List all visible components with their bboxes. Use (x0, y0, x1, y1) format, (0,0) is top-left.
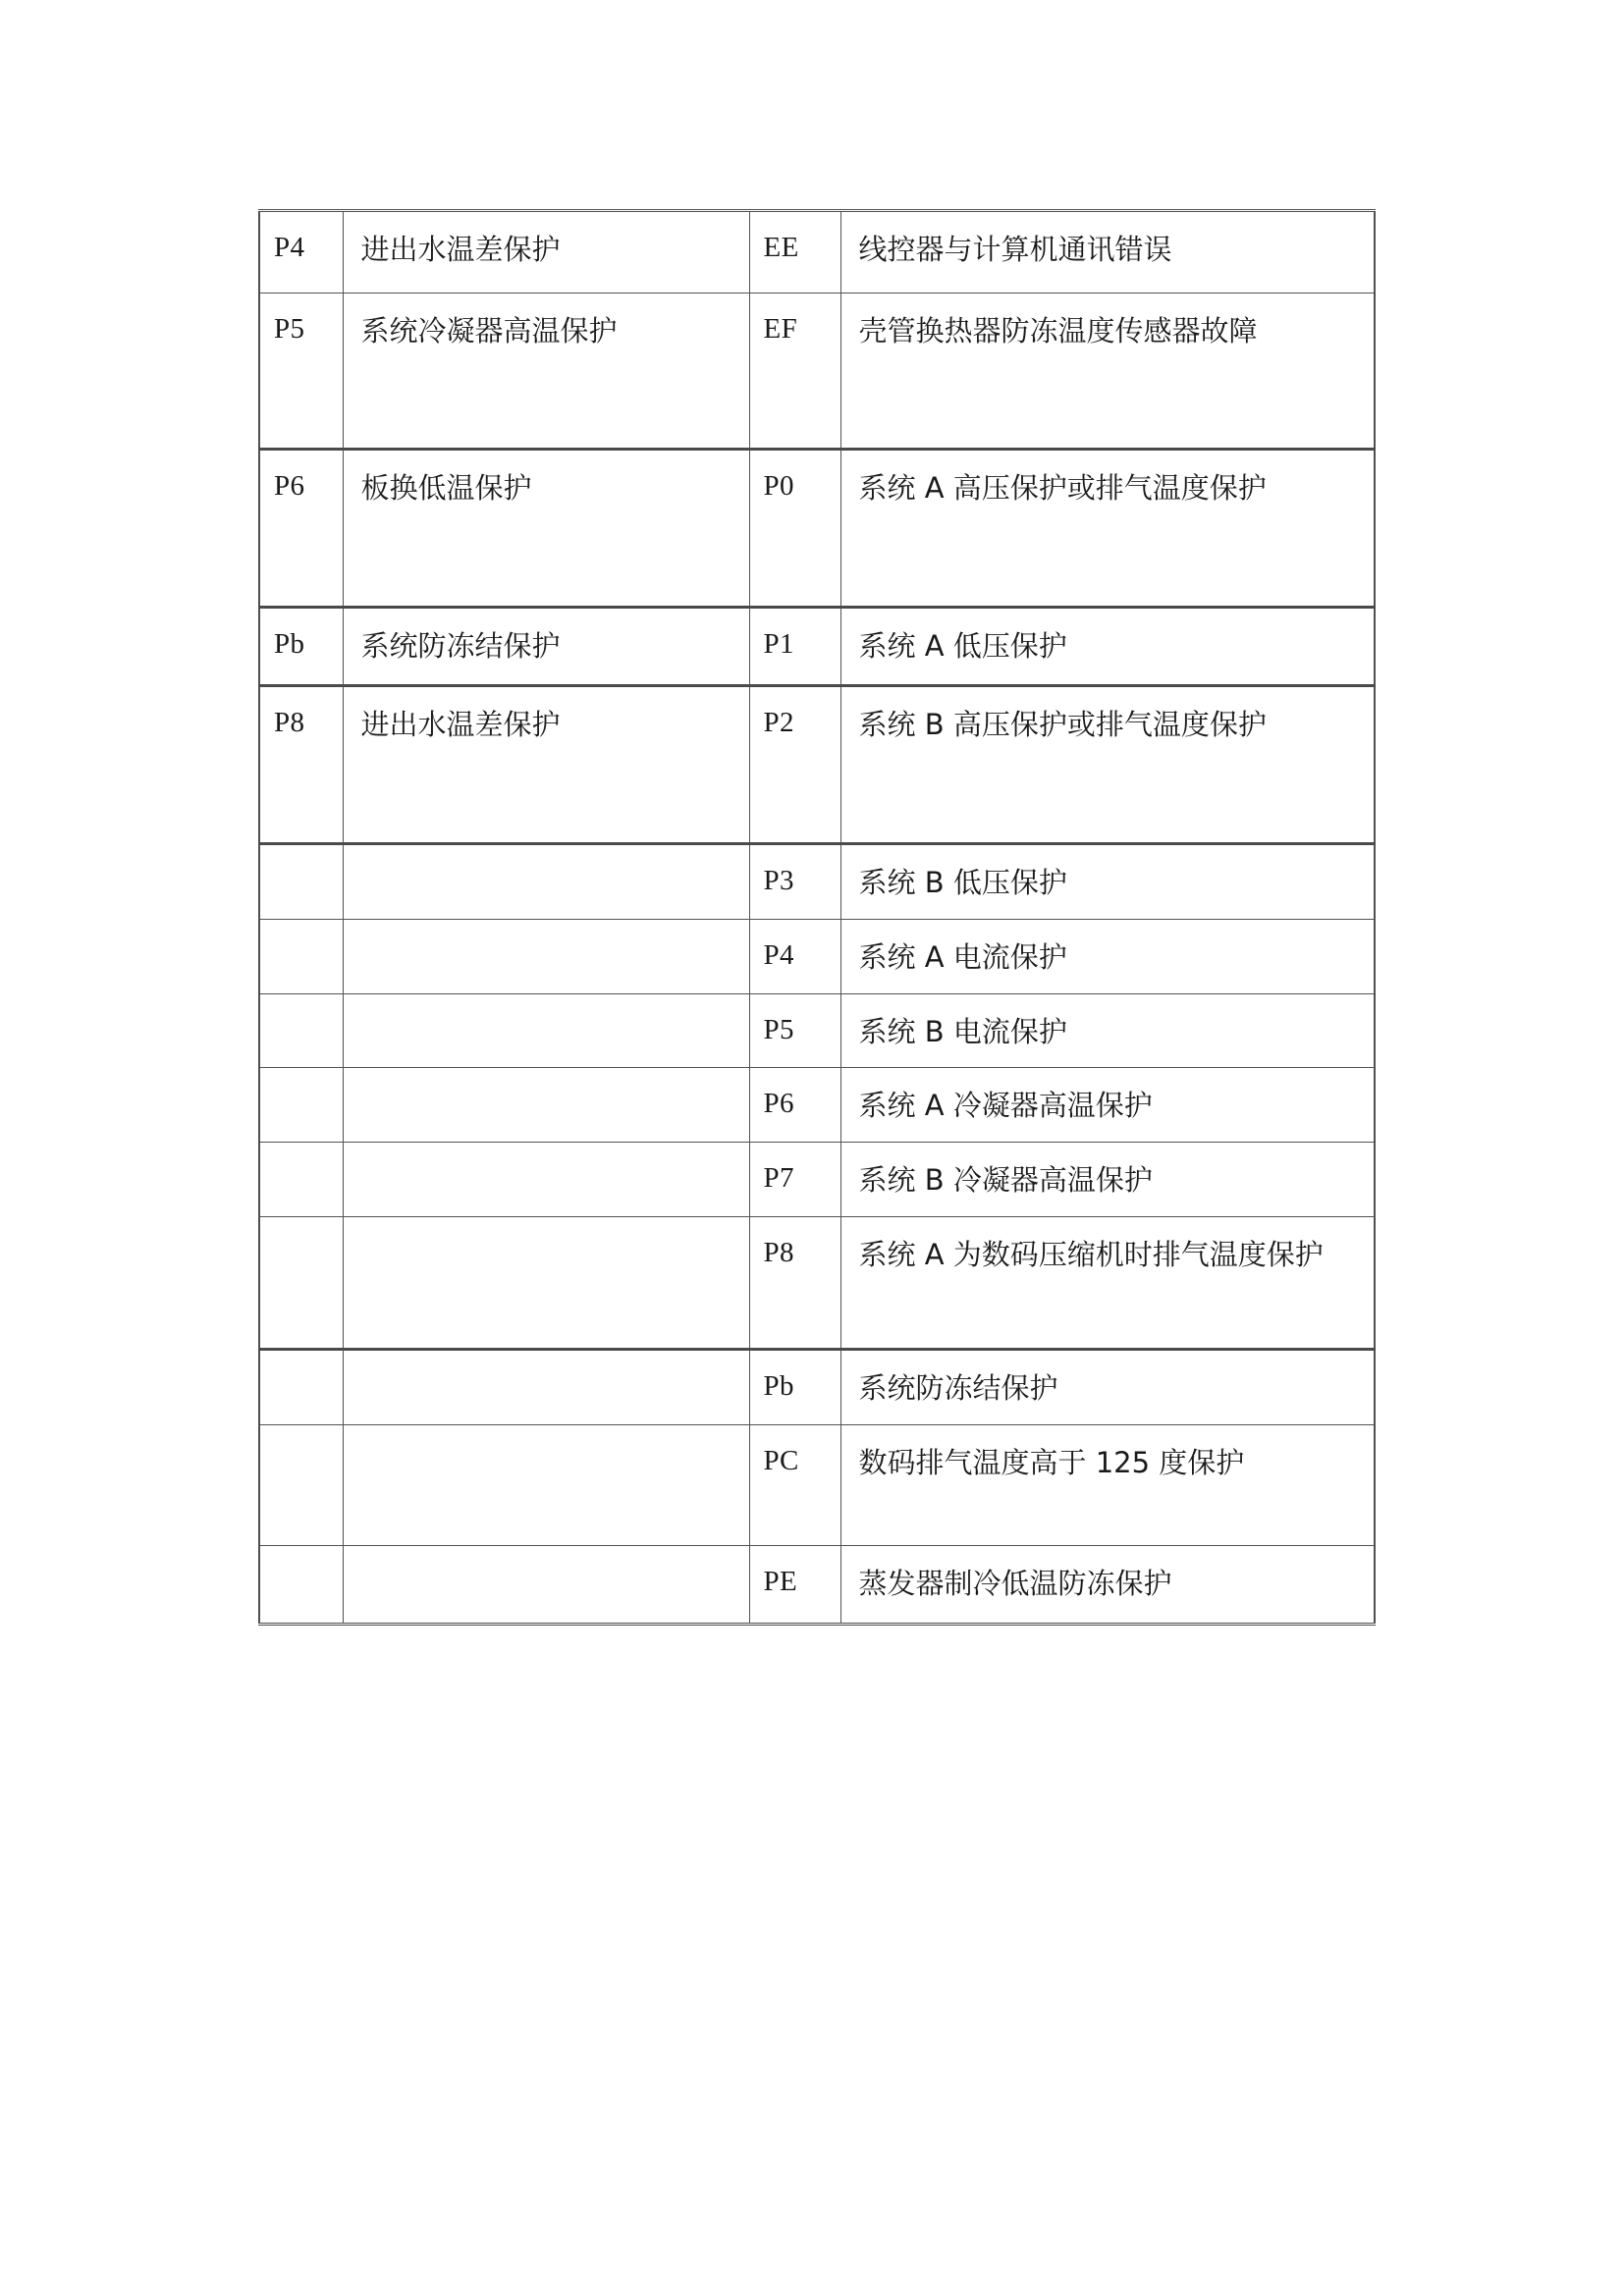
fault-code-table-wrap (258, 209, 1374, 1626)
left-code (260, 1546, 343, 1547)
left-code (260, 994, 343, 995)
table-row (259, 1349, 1375, 1424)
table-row (259, 1545, 1375, 1624)
left-desc (344, 845, 749, 855)
left-desc (344, 1425, 749, 1435)
right-desc-cell (840, 1545, 1375, 1624)
right-desc: 系统防冻结保护 (858, 1370, 1058, 1405)
right-code: P2 (763, 707, 794, 738)
right-desc: 系统 A 电流保护 (858, 939, 1067, 974)
left-desc (344, 1068, 749, 1078)
left-desc-cell (343, 1068, 749, 1143)
right-code: P8 (763, 1236, 794, 1268)
right-desc-cell (840, 608, 1375, 686)
right-desc: 系统 B 电流保护 (858, 1014, 1067, 1048)
left-code-cell (259, 1216, 343, 1349)
left-code-cell (259, 608, 343, 686)
table-row (259, 844, 1375, 920)
left-desc: 进出水温差保护 (360, 233, 561, 266)
left-code-cell (259, 1068, 343, 1143)
right-code-cell (749, 993, 840, 1068)
left-desc-cell (343, 294, 749, 450)
left-desc (344, 1351, 749, 1361)
left-code-cell (259, 844, 343, 920)
left-desc-cell (343, 993, 749, 1068)
left-code-cell (259, 686, 343, 844)
right-desc-cell (840, 686, 1375, 844)
left-code (260, 1143, 343, 1144)
left-desc-cell (343, 211, 749, 294)
left-code: Pb (274, 628, 305, 660)
right-desc: 系统 B 冷凝器高温保护 (858, 1163, 1153, 1198)
right-code-cell (749, 211, 840, 294)
left-code (260, 1351, 343, 1352)
right-code-cell (749, 1143, 840, 1217)
table-row (259, 294, 1375, 450)
right-desc-cell (840, 844, 1375, 920)
left-code-cell (259, 919, 343, 993)
right-desc-cell (840, 450, 1375, 608)
right-desc: 壳管换热器防冻温度传感器故障 (858, 314, 1258, 347)
right-code: P4 (763, 938, 794, 971)
right-desc: 数码排气温度高于 125 度保护 (858, 1445, 1245, 1479)
right-desc: 系统 A 高压保护或排气温度保护 (858, 471, 1267, 505)
right-code: EF (763, 313, 798, 345)
right-desc-cell (840, 1424, 1375, 1545)
table-row (259, 608, 1375, 686)
left-code-cell (259, 1349, 343, 1424)
left-desc (344, 1546, 749, 1556)
left-desc-cell (343, 1143, 749, 1217)
right-desc: 蒸发器制冷低温防冻保护 (858, 1566, 1172, 1600)
left-desc-cell (343, 1545, 749, 1624)
left-desc-cell (343, 919, 749, 993)
right-code-cell (749, 844, 840, 920)
left-desc-cell (343, 608, 749, 686)
left-code (260, 1425, 343, 1426)
table-row (259, 993, 1375, 1068)
left-code-cell (259, 211, 343, 294)
right-code: P1 (763, 628, 794, 660)
right-desc-cell (840, 1068, 1375, 1143)
table-row (259, 211, 1375, 294)
right-code-cell (749, 1545, 840, 1624)
left-code: P5 (274, 313, 305, 345)
right-desc: 系统 A 低压保护 (858, 629, 1067, 663)
right-desc-cell (840, 993, 1375, 1068)
right-desc: 系统 B 低压保护 (858, 866, 1067, 899)
right-desc-cell (840, 919, 1375, 993)
table-row (259, 1424, 1375, 1545)
left-desc-cell (343, 450, 749, 608)
table-row (259, 919, 1375, 993)
right-code: Pb (763, 1369, 794, 1402)
right-code: P3 (763, 865, 794, 896)
left-code-cell (259, 450, 343, 608)
table-row (259, 1143, 1375, 1217)
left-desc: 系统冷凝器高温保护 (360, 314, 618, 347)
table-row (259, 1068, 1375, 1143)
right-code-cell (749, 1068, 840, 1143)
left-desc-cell (343, 844, 749, 920)
right-code-cell (749, 608, 840, 686)
left-code (260, 845, 343, 846)
left-desc: 进出水温差保护 (360, 708, 561, 741)
left-code: P4 (274, 232, 305, 263)
right-code: P0 (763, 470, 794, 502)
table-row (259, 450, 1375, 608)
right-code-cell (749, 919, 840, 993)
left-desc: 板换低温保护 (360, 471, 532, 505)
right-desc-cell (840, 1143, 1375, 1217)
right-desc: 线控器与计算机通讯错误 (858, 233, 1172, 266)
left-desc (344, 920, 749, 930)
right-desc: 系统 B 高压保护或排气温度保护 (858, 708, 1267, 741)
right-code-cell (749, 294, 840, 450)
right-code: EE (763, 232, 799, 263)
right-code: P7 (763, 1162, 794, 1195)
right-code: PC (763, 1444, 799, 1476)
right-code: P5 (763, 1013, 794, 1045)
right-code: P6 (763, 1088, 794, 1120)
fault-code-table (258, 209, 1376, 1626)
left-desc-cell (343, 686, 749, 844)
left-desc (344, 994, 749, 1004)
right-desc-cell (840, 1216, 1375, 1349)
table-row (259, 1216, 1375, 1349)
fault-code-table-body (259, 211, 1375, 1625)
left-code (260, 920, 343, 921)
left-code: P6 (274, 470, 305, 502)
left-desc-cell (343, 1424, 749, 1545)
table-row (259, 686, 1375, 844)
left-code-cell (259, 1143, 343, 1217)
right-code-cell (749, 686, 840, 844)
right-code-cell (749, 1349, 840, 1424)
right-code-cell (749, 450, 840, 608)
left-code: P8 (274, 707, 305, 738)
right-code: PE (763, 1565, 798, 1597)
left-code (260, 1068, 343, 1069)
right-code-cell (749, 1216, 840, 1349)
left-code (260, 1217, 343, 1218)
left-code-cell (259, 1424, 343, 1545)
right-code-cell (749, 1424, 840, 1545)
right-desc-cell (840, 294, 1375, 450)
left-desc-cell (343, 1216, 749, 1349)
right-desc-cell (840, 211, 1375, 294)
left-desc (344, 1143, 749, 1152)
left-desc: 系统防冻结保护 (360, 629, 561, 663)
left-desc-cell (343, 1349, 749, 1424)
left-code-cell (259, 294, 343, 450)
right-desc-cell (840, 1349, 1375, 1424)
left-desc (344, 1217, 749, 1227)
right-desc: 系统 A 为数码压缩机时排气温度保护 (858, 1237, 1324, 1271)
left-code-cell (259, 993, 343, 1068)
left-code-cell (259, 1545, 343, 1624)
right-desc: 系统 A 冷凝器高温保护 (858, 1089, 1153, 1123)
